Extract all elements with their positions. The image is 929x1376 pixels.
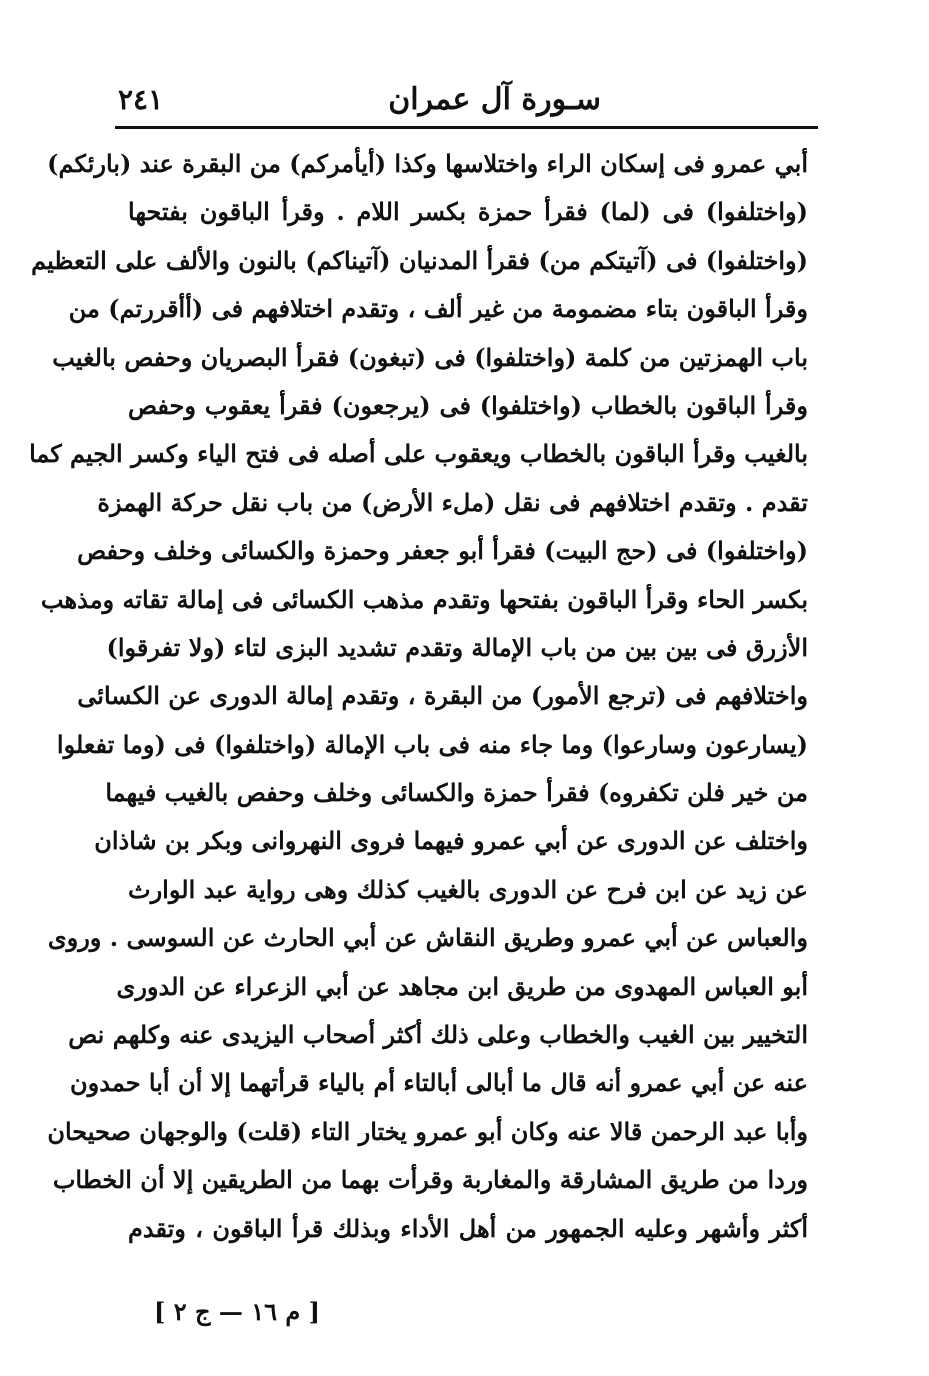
header-rule [115,126,818,129]
text-line: (واختلفوا) فى (آتيتكم من) فقرأ المدنيان (آتيناكم) بالنون والألف على التعظيم [31,245,808,275]
text-line: بالغيب وقرأ الباقون بالخطاب ويعقوب على أصله فى فتح الياء وكسر الجيم كما [29,439,808,469]
text-line: أبي عمرو فى إسكان الراء واختلاسها وكذا (أيأمركم) من البقرة عند (بارئكم) [47,149,808,178]
text-line: واختلافهم فى (ترجع الأمور) من البقرة ، وتقدم إمالة الدورى عن الكسائى [77,681,808,711]
page-header [118,78,816,122]
text-line: أكثر وأشهر وعليه الجمهور من أهل الأداء وبذلك قرأ الباقون ، وتقدم [128,1213,808,1243]
text-line: تقدم . وتقدم اختلافهم فى نقل (ملء الأرض) من باب نقل حركة الهمزة [97,487,808,517]
text-line: الأزرق فى بين بين من باب الإمالة وتقدم تشديد البزى لتاء (ولا تفرقوا) [106,632,808,662]
text-line: وقرأ الباقون بالخطاب (واختلفوا) فى (يرجعون) فقرأ يعقوب وحفص [128,390,808,420]
text-line: باب الهمزتين من كلمة (واختلفوا) فى (تبغون) فقرأ البصريان وحفص بالغيب [52,342,808,372]
text-line: عن زيد عن ابن فرح عن الدورى بالغيب كذلك وهى رواية عبد الوارث [128,874,808,904]
text-line: (يسارعون وسارعوا) وما جاء منه فى باب الإمالة (واختلفوا) فى (وما تفعلوا [56,729,808,759]
text-line: وردا من طريق المشارقة والمغاربة وقرأت بهما من الطريقين إلا أن الخطاب [52,1165,808,1195]
text-line: (واختلفوا) فى (حج البيت) فقرأ أبو جعفر وحمزة والكسائى وخلف وحفص [77,536,808,566]
text-line: عنه عن أبي عمرو أنه قال ما أبالى أبالتاء أم بالياء قرأتهما إلا أن أبا حمدون [70,1068,808,1098]
text-line: (واختلفوا) فى (لما) فقرأ حمزة بكسر اللام . وقرأ الباقون بفتحها [128,197,808,227]
body-text [29,140,808,1253]
text-line: بكسر الحاء وقرأ الباقون بفتحها وتقدم مذهب الكسائى فى إمالة تقاته ومذهب [40,584,808,614]
text-line: وأبا عبد الرحمن قالا عنه وكان أبو عمرو يختار التاء (قلت) والوجهان صحيحان [47,1116,808,1146]
text-line: وقرأ الباقون بتاء مضمومة من غير ألف ، وتقدم اختلافهم فى (أأقررتم) من [68,294,808,324]
surah-title: سـورة آل عمران [388,82,601,117]
page-number: ٢٤١ [118,83,164,116]
text-line: والعباس عن أبي عمرو وطريق النقاش عن أبي الحارث عن السوسى . وروى [47,923,808,953]
text-line: التخيير بين الغيب والخطاب وعلى ذلك أكثر أصحاب اليزيدى عنه وكلهم نص [68,1020,808,1050]
text-line: من خير فلن تكفروه) فقرأ حمزة والكسائى وخلف وحفص بالغيب فيهما [105,778,808,808]
text-line: واختلف عن الدورى عن أبي عمرو فيهما فروى النهروانى وبكر بن شاذان [94,826,808,856]
text-line: أبو العباس المهدوى من طريق ابن مجاهد عن أبي الزعراء عن الدورى [116,971,808,1001]
signature-mark: [ م ١٦ — ج ٢ ] [154,1297,320,1326]
